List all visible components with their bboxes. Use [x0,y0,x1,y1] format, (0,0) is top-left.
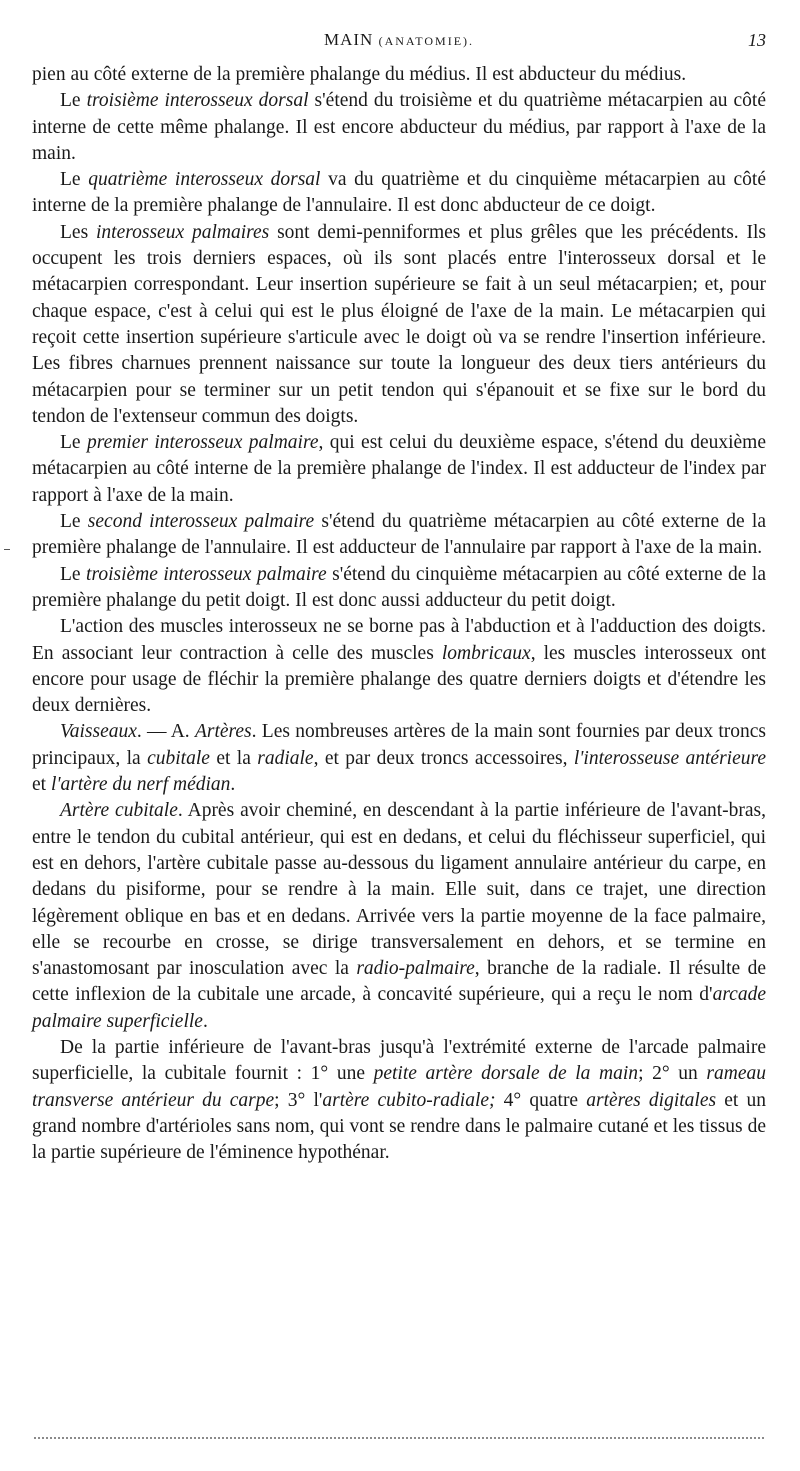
italic-text: second interosseux palmaire [87,511,315,533]
text-run: L'action des muscles interosseux ne se borne pas à l'abduction et à l'adduction des doigts. En associant leur contraction à celle des muscles [32,616,766,664]
text-run: s'étend du cinquième métacarpien au côté externe de la première phalange du petit doigt. Il est donc aussi adducteur du petit doigt. [32,563,766,611]
text-run: Le [60,563,87,585]
italic-text: l'interosseuse antérieure [573,747,766,769]
text-run: . Les nombreuses artères de la main sont fournies par deux troncs principaux, la [32,721,766,769]
italic-text: premier interosseux palmaire [86,432,319,454]
text-run: Les [60,221,97,243]
text-run: et la [209,747,258,769]
text-run: Le [60,511,88,533]
text-run: et [32,774,51,796]
page-number: 13 [748,30,766,50]
italic-text: quatrième interosseux dorsal [88,169,321,191]
paragraph [32,614,766,719]
text-run: va du quatrième et du cinquième métacarpien au côté interne de la première phalange de l'annulaire. Il est donc abducteur de ce doigt. [32,169,766,217]
italic-text: artères digitales [586,1089,717,1111]
text-run: ; 3° l' [274,1089,323,1111]
italic-text: interosseux palmaires [96,221,270,243]
paragraph [32,798,766,1035]
text-run: , les muscles interosseux ont encore pour usage de fléchir la première phalange des quatre derniers doigts et d'étendre les deux dernières. [32,642,766,717]
body-text [32,62,766,1166]
paragraph [32,1035,766,1166]
text-run: pien au côté externe de la première phalange du médius. Il est abducteur du médius. [32,64,687,85]
text-run: s'étend du troisième et du quatrième métacarpien au côté interne de cette même phalange. Il est encore abducteur du médius, par rapport à l'axe de la main. [32,90,766,164]
text-run: Le [60,90,87,112]
italic-text: rameau transverse antérieur du carpe [32,1063,766,1111]
paragraph [32,562,766,615]
italic-text: petite artère dorsale de la main [373,1063,639,1085]
text-run: . Après avoir cheminé, en descendant à la partie inférieure de l'avant-bras, entre le tendon du cubital antérieur, qui est en dedans, et celui du fléchisseur superficiel, qui est en dehors, l'artère cubitale passe au-dessous du ligament annulaire antérieur du carpe, en dedans du pisiforme, pour se rendre à la main. Elle suit, dans ce trajet, une direction légèrement oblique en bas et en dedans. Arrivée vers la partie moyenne de la face palmaire, elle se recourbe en crosse, se dirige transversalement en dehors, et se termine en s'anastomosant par inosculation avec la [32,800,766,980]
text-run: , qui est celui du deuxième espace, s'étend du deuxième métacarpien au côté interne de la première phalange de l'index. Il est adducteur de l'index par rapport à l'axe de la main. [32,432,766,506]
paragraph [32,62,766,88]
paragraph [32,509,766,562]
text-run: s'étend du quatrième métacarpien au côté externe de la première phalange de l'annulaire. Il est adducteur de l'annulaire par rapport à l'axe de la main. [32,511,766,559]
paragraph [32,430,766,509]
text-run: sont demi-penniformes et plus grêles que les précédents. Ils occupent les trois derniers espaces, où ils sont placés entre l'interosseux dorsal et le métacarpien correspondant. Leur insertion supérieure se fait à un seul métacarpien; et, pour chaque espace, c'est à celui qui est le plus éloigné de l'axe de la main. Le métacarpien qui reçoit cette insertion supérieure s'articule avec le doigt où va se rendre l'insertion inférieure. Les fibres charnues prennent naissance sur toute la longueur des deux tiers antérieurs du métacarpien pour se terminer sur un petit tendon qui s'épanouit et se fixe sur le bord du tendon de l'extenseur commun des doigts. [32,221,767,427]
text-run: . — A. [136,721,195,743]
text-run: Le [60,432,87,454]
italic-text: Artères [194,721,252,743]
italic-text: Vaisseaux [60,721,137,743]
italic-text: radio-palmaire [356,958,475,980]
text-run: 4° quatre [495,1089,587,1111]
text-run: et un grand nombre d'artérioles sans nom, qui vont se rendre dans le palmaire cutané et les tissus de la partie supérieure de l'éminence hypothénar. [32,1089,766,1164]
text-run: Le [60,169,89,191]
italic-text: l'artère du nerf médian [50,774,231,796]
italic-text: arcade palmaire superficielle [32,984,766,1032]
text-run: , et par deux troncs accessoires, [313,747,574,769]
margin-mark [4,549,10,550]
text-run: , branche de la radiale. Il résulte de cette inflexion de la cubitale une arcade, à concavité supérieure, qui a reçu le nom d' [32,958,766,1006]
text-run: . [230,774,236,796]
italic-text: troisième interosseux palmaire [86,563,327,585]
italic-text: radiale [257,747,314,769]
paragraph [32,719,766,798]
running-header [32,30,766,56]
italic-text: Artère cubitale [60,800,178,822]
text-run: De la partie inférieure de l'avant-bras jusqu'à l'extrémité externe de l'arcade palmaire superficielle, la cubitale fournit : 1° une [32,1036,766,1085]
italic-text: lombricaux [441,642,531,664]
paragraph [32,167,766,220]
title-sub: (ANATOMIE). [378,34,475,48]
title-main: MAIN [323,30,374,49]
text-run: ; 2° un [638,1063,707,1085]
running-title [32,30,766,50]
paragraph [32,88,766,167]
text-run: . [202,1010,208,1032]
italic-text: troisième interosseux dorsal [86,90,309,112]
italic-text: artère cubito-radiale; [322,1089,496,1111]
italic-text: cubitale [147,747,210,769]
paragraph [32,220,766,430]
bottom-rule [34,1437,764,1439]
